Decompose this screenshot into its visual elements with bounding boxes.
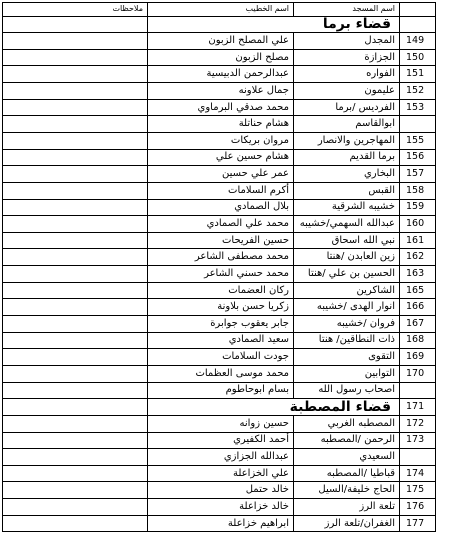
notes-cell (3, 316, 148, 333)
row-number (400, 449, 436, 466)
table-row (3, 199, 436, 216)
notes-cell (3, 399, 148, 416)
notes-cell (3, 299, 148, 316)
khatib-name: محمد صدقي البرماوي (148, 99, 294, 116)
khatib-name: علي الخزاعلة (148, 465, 294, 482)
table-row (3, 232, 436, 249)
mosque-name: ذات النطاقين/ هنتا (294, 332, 400, 349)
mosque-name: البخاري (294, 166, 400, 183)
notes-cell (3, 465, 148, 482)
row-number: 173 (400, 432, 436, 449)
khatib-name: محمد علي الصمادي (148, 216, 294, 233)
notes-cell (3, 16, 148, 33)
mosque-name: المصطبه الغربي (294, 415, 400, 432)
table-row (3, 132, 436, 149)
mosque-name: تلعة الرز (294, 499, 400, 516)
notes-cell (3, 132, 148, 149)
table-row (3, 515, 436, 532)
table-row (3, 482, 436, 499)
table-row (3, 266, 436, 283)
khatib-name: علي المصلح الزبون (148, 33, 294, 50)
row-number: 166 (400, 299, 436, 316)
khatib-name: أحمد الكفيري (148, 432, 294, 449)
khatib-name: مروان بريكات (148, 132, 294, 149)
table-row (3, 499, 436, 516)
khatib-name: ركان العضمات (148, 282, 294, 299)
mosque-name: التوابين (294, 365, 400, 382)
notes-cell (3, 33, 148, 50)
mosque-name: اصحاب رسول الله (294, 382, 400, 399)
khatib-name: محمد مصطفى الشاعر (148, 249, 294, 266)
row-number: 171 (400, 399, 436, 416)
table-row (3, 83, 436, 100)
mosque-name: برما القديم (294, 149, 400, 166)
row-number: 159 (400, 199, 436, 216)
notes-cell (3, 216, 148, 233)
mosque-name: الفواره (294, 66, 400, 83)
khatib-name: جودت السلامات (148, 349, 294, 366)
khatib-name: جابر يعقوب جوابرة (148, 316, 294, 333)
mosque-name: الفرديس /برما (294, 99, 400, 116)
row-number: 151 (400, 66, 436, 83)
khatib-name: أكرم السلامات (148, 182, 294, 199)
row-number: 165 (400, 282, 436, 299)
table-row (3, 282, 436, 299)
header-number (400, 3, 436, 17)
notes-cell (3, 49, 148, 66)
notes-cell (3, 149, 148, 166)
row-number: 172 (400, 415, 436, 432)
table-row (3, 249, 436, 266)
khatib-name: محمد حسني الشاعر (148, 266, 294, 283)
table-row (3, 33, 436, 50)
row-number: 158 (400, 182, 436, 199)
row-number: 156 (400, 149, 436, 166)
table-row (3, 216, 436, 233)
khatib-name: خالد حتمل (148, 482, 294, 499)
khatib-name: بسام ابوحاطوم (148, 382, 294, 399)
table-row (3, 365, 436, 382)
mosque-name: انوار الهدى /خشيبه (294, 299, 400, 316)
khatib-name: حسين زوانه (148, 415, 294, 432)
notes-cell (3, 415, 148, 432)
notes-cell (3, 83, 148, 100)
row-number: 167 (400, 316, 436, 333)
row-number: 176 (400, 499, 436, 516)
table-row (3, 182, 436, 199)
row-number: 174 (400, 465, 436, 482)
mosque-name: نبي الله اسحاق (294, 232, 400, 249)
table-body (3, 16, 436, 532)
khatib-name: هشام حسين علي (148, 149, 294, 166)
khatib-name: حسين الفريحات (148, 232, 294, 249)
mosque-name: السعيدي (294, 449, 400, 466)
khatib-name: محمد موسى العظمات (148, 365, 294, 382)
mosque-name: الجزازة (294, 49, 400, 66)
header-khatib: اسم الخطيب (148, 3, 294, 17)
row-number (400, 382, 436, 399)
row-number: 169 (400, 349, 436, 366)
notes-cell (3, 365, 148, 382)
table-row (3, 465, 436, 482)
row-number: 155 (400, 132, 436, 149)
mosque-name: قباطيا /المصطبه (294, 465, 400, 482)
row-number: 150 (400, 49, 436, 66)
section-row (3, 16, 436, 33)
table-row (3, 99, 436, 116)
notes-cell (3, 515, 148, 532)
notes-cell (3, 432, 148, 449)
table-row (3, 66, 436, 83)
mosque-name: عليمون (294, 83, 400, 100)
row-number (400, 16, 436, 33)
table-row (3, 49, 436, 66)
mosque-name: الحاج خليفة/السيل (294, 482, 400, 499)
table-row (3, 415, 436, 432)
notes-cell (3, 449, 148, 466)
notes-cell (3, 116, 148, 133)
notes-cell (3, 382, 148, 399)
row-number: 163 (400, 266, 436, 283)
mosque-name: القبس (294, 182, 400, 199)
header-notes: ملاحظات (3, 3, 148, 17)
table-row (3, 299, 436, 316)
notes-cell (3, 332, 148, 349)
row-number: 162 (400, 249, 436, 266)
header-row (3, 3, 436, 17)
row-number (400, 116, 436, 133)
table-row (3, 332, 436, 349)
khatib-name: جمال علاونه (148, 83, 294, 100)
mosque-name: الشاكرين (294, 282, 400, 299)
mosque-name: الغفران/تلعة الرز (294, 515, 400, 532)
notes-cell (3, 182, 148, 199)
khatib-name: ابراهيم خزاعلة (148, 515, 294, 532)
mosque-name: ابوالقاسم (294, 116, 400, 133)
mosque-name: زين العابدن /هنتا (294, 249, 400, 266)
khatib-name: عبدالله الجزازي (148, 449, 294, 466)
notes-cell (3, 249, 148, 266)
mosque-name: الحسين بن علي /هنتا (294, 266, 400, 283)
mosques-table (2, 2, 436, 532)
khatib-name: بلال الصمادي (148, 199, 294, 216)
notes-cell (3, 166, 148, 183)
row-number: 177 (400, 515, 436, 532)
table-row (3, 316, 436, 333)
khatib-name: خالد خزاعلة (148, 499, 294, 516)
table-row (3, 349, 436, 366)
khatib-name: زكريا حسن بلاونة (148, 299, 294, 316)
notes-cell (3, 266, 148, 283)
khatib-name: سعيد الصمادي (148, 332, 294, 349)
table-row (3, 449, 436, 466)
mosque-name: الرحمن /المصطبه (294, 432, 400, 449)
table-row (3, 166, 436, 183)
khatib-name: هشام حناتلة (148, 116, 294, 133)
mosque-name: التقوى (294, 349, 400, 366)
row-number: 153 (400, 99, 436, 116)
notes-cell (3, 232, 148, 249)
row-number: 161 (400, 232, 436, 249)
row-number: 168 (400, 332, 436, 349)
mosque-name: المهاجرين والانصار (294, 132, 400, 149)
mosque-name: خشيبه الشرقية (294, 199, 400, 216)
notes-cell (3, 349, 148, 366)
notes-cell (3, 99, 148, 116)
notes-cell (3, 66, 148, 83)
mosque-name: المجدل (294, 33, 400, 50)
khatib-name: مصلح الزبون (148, 49, 294, 66)
section-row (3, 399, 436, 416)
row-number: 175 (400, 482, 436, 499)
section-title: قضاء المصطبة (148, 399, 400, 416)
notes-cell (3, 482, 148, 499)
table-row (3, 116, 436, 133)
row-number: 152 (400, 83, 436, 100)
mosque-name: عبدالله السهمي/خشيبه (294, 216, 400, 233)
notes-cell (3, 282, 148, 299)
row-number: 160 (400, 216, 436, 233)
notes-cell (3, 499, 148, 516)
khatib-name: عمر علي حسين (148, 166, 294, 183)
table-row (3, 149, 436, 166)
table-row (3, 382, 436, 399)
khatib-name: عبدالرحمن الدبيسية (148, 66, 294, 83)
mosque-name: فروان /خشيبه (294, 316, 400, 333)
notes-cell (3, 199, 148, 216)
section-title: قضاء برما (148, 16, 400, 33)
row-number: 157 (400, 166, 436, 183)
row-number: 149 (400, 33, 436, 50)
header-mosque: اسم المسجد (294, 3, 400, 17)
row-number: 170 (400, 365, 436, 382)
table-row (3, 432, 436, 449)
